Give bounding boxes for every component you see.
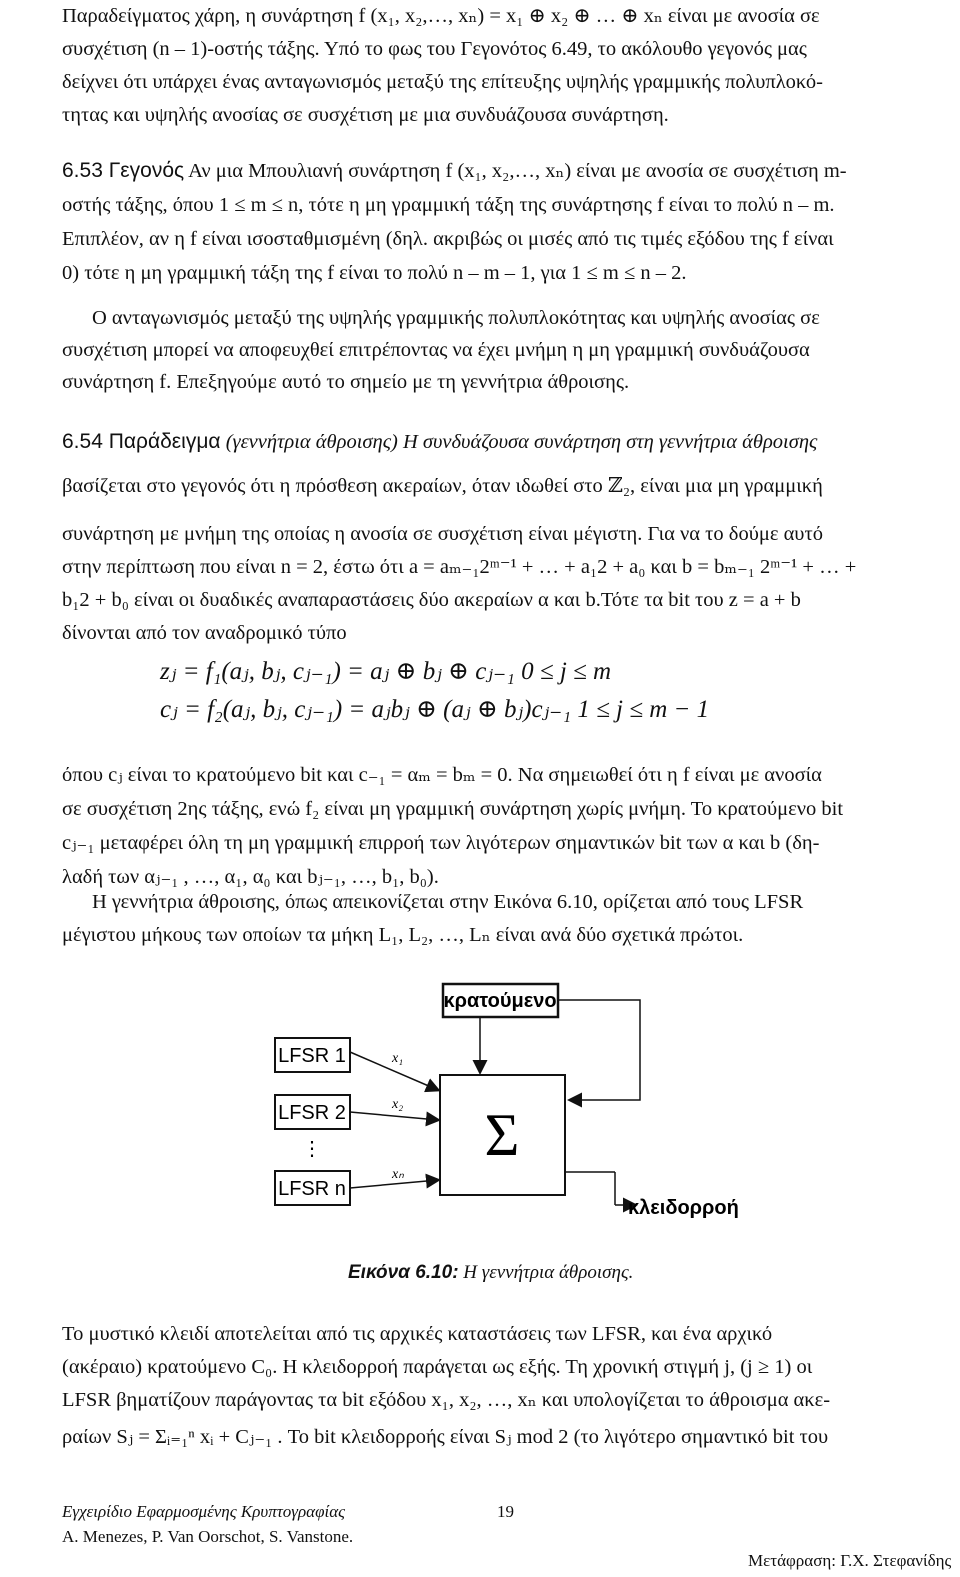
text-line: Επιπλέον, αν η f είναι ισοσταθμισμένη (δηλ. ακριβώς οι μισές από τις τιμές εξόδου της f είναι — [62, 228, 834, 250]
lfsr-n-label: LFSR n — [278, 1178, 346, 1200]
fact-6-53 — [62, 154, 952, 290]
footer-translation: Μετάφραση: Γ.Χ. Στεφανίδης — [748, 1551, 952, 1570]
text-line: δείχνει ότι υπάρχει ένας ανταγωνισμός μεταξύ της επίτευξης υψηλής γραμμικής πολυπλοκό- — [62, 71, 823, 93]
text-line: cⱼ₋₁ μεταφέρει όλη τη μη γραμμική επιρροή των λιγότερων σημαντικών bit των α και b (δη- — [62, 832, 820, 854]
carry-paragraph — [62, 758, 952, 894]
text-line: Παραδείγματος χάρη, η συνάρτηση f (x₁, x₂,…, xₙ) = x₁ ⊕ x₂ ⊕ … ⊕ xₙ είναι με ανοσία σε — [62, 5, 820, 27]
keystream-label: κλειδορροή — [628, 1197, 739, 1219]
text-line: ραίων Sⱼ = Σᵢ₌₁ⁿ xᵢ + Cⱼ₋₁ . Το bit κλειδορροής είναι Sⱼ mod 2 (το λιγότερο σημαντικό bit του — [62, 1426, 829, 1448]
text-line: βασίζεται στο γεγονός ότι η πρόσθεση ακεραίων, όταν ιδωθεί στο ℤ₂, είναι μια μη γραμμική — [62, 475, 823, 497]
summation-generator-diagram — [230, 980, 760, 1230]
xn-label: xₙ — [392, 1167, 404, 1182]
caption-label: Εικόνα 6.10: — [348, 1262, 459, 1283]
text-line: συσχέτιση (n – 1)-οστής τάξης. Υπό το φως του Γεγονότος 6.49, το ακόλουθο γεγονός μας — [62, 38, 807, 60]
text-line: σε συσχέτιση 2ης τάξης, ενώ f₂ είναι μη γραμμική συνάρτηση χωρίς μνήμη. Το κρατούμενο bit — [62, 798, 844, 820]
text-line: 0) τότε η μη γραμμική τάξη της f είναι το πολύ n – m – 1, για 1 ≤ m ≤ n – 2. — [62, 262, 687, 284]
keystream-paragraph — [62, 1318, 952, 1454]
lfsr-2-label: LFSR 2 — [278, 1102, 346, 1124]
text-line: συνάρτηση με μνήμη της οποίας η ανοσία σε συσχέτιση είναι μέγιστη. Για να το δούμε αυτό — [62, 523, 823, 545]
footer-book-title: Εγχειρίδιο Εφαρμοσμένης Κρυπτογραφίας — [62, 1502, 346, 1521]
text-line: (ακέραιο) κρατούμενο C₀. Η κλειδορροή παράγεται ως εξής. Τη χρονική στιγμή j, (j ≥ 1) οι — [62, 1356, 813, 1378]
figure-caption — [348, 1262, 633, 1284]
text-line: λαδή των αⱼ₋₁ , …, α₁, α₀ και bⱼ₋₁, …, b₁, b₀). — [62, 866, 439, 888]
x1-label: x₁ — [392, 1051, 404, 1066]
x2-arrow — [350, 1112, 438, 1120]
text-line: Το μυστικό κλειδί αποτελείται από τις αρχικές καταστάσεις των LFSR, και ένα αρχικό — [62, 1323, 773, 1345]
x2-label: x₂ — [392, 1097, 404, 1112]
equation-z: zⱼ = f₁(aⱼ, bⱼ, cⱼ₋₁) = aⱼ ⊕ bⱼ ⊕ cⱼ₋₁ 0 ≤ j ≤ m — [160, 658, 612, 685]
caption-text: Η γεννήτρια άθροισης. — [458, 1262, 634, 1283]
tradeoff-paragraph — [62, 302, 952, 398]
text-line: συσχέτιση μπορεί να αποφευχθεί επιτρέποντας να έχει μνήμη η μη γραμμική συνδυάζουσα — [62, 339, 810, 361]
ellipsis: ⋮ — [302, 1138, 322, 1160]
text-line: τητας και υψηλής ανοσίας σε συσχέτιση με μια συνδυάζουσα συνάρτηση. — [62, 104, 669, 126]
text-line: Ο ανταγωνισμός μεταξύ της υψηλής γραμμικής πολυπλοκότητας και υψηλής ανοσίας σε — [92, 307, 820, 329]
text-line: Αν μια Μπουλιανή συνάρτηση f (x₁, x₂,…, xₙ) είναι με ανοσία σε συσχέτιση m- — [188, 160, 847, 182]
carry-feedback-arrow — [558, 1000, 640, 1100]
text-line: όπου cⱼ είναι το κρατούμενο bit και c₋₁ = αₘ = bₘ = 0. Να σημειωθεί ότι η f είναι με ανοσία — [62, 764, 822, 786]
text-line: στην περίπτωση που είναι n = 2, έστω ότι a = aₘ₋₁2ᵐ⁻¹ + … + a₁2 + a₀ και b = bₘ₋₁ 2ᵐ⁻¹ + … + — [62, 556, 857, 578]
text-line: δίνονται από τον αναδρομικό τύπο — [62, 622, 347, 644]
sigma-symbol: Σ — [484, 1102, 520, 1168]
page-number: 19 — [497, 1502, 514, 1521]
text-line: LFSR βηματίζουν παράγοντας τα bit εξόδου x₁, x₂, …, xₙ και υπολογίζεται το άθροισμα ακε- — [62, 1389, 831, 1411]
equation-c: cⱼ = f₂(aⱼ, bⱼ, cⱼ₋₁) = aⱼbⱼ ⊕ (aⱼ ⊕ bⱼ)cⱼ₋₁ 1 ≤ j ≤ m − 1 — [160, 696, 710, 723]
fact-label: 6.53 Γεγονός — [62, 159, 185, 182]
lfsr-1-label: LFSR 1 — [278, 1045, 346, 1067]
text-line: συνάρτηση f. Επεξηγούμε αυτό το σημείο με τη γεννήτρια άθροισης. — [62, 371, 630, 393]
footer-authors: A. Menezes, P. Van Oorschot, S. Vanstone. — [62, 1527, 354, 1546]
summation-generator-paragraph — [62, 886, 952, 952]
text-line: οστής τάξης, όπου 1 ≤ m ≤ n, τότε η μη γραμμική τάξη της συνάρτησης f είναι το πολύ n – m. — [62, 194, 835, 216]
text-line: (γεννήτρια άθροισης) Η συνδυάζουσα συνάρτηση στη γεννήτρια άθροισης — [225, 431, 818, 453]
text-line: Η γεννήτρια άθροισης, όπως απεικονίζεται στην Εικόνα 6.10, ορίζεται από τους LFSR — [92, 891, 804, 913]
text-line: μέγιστου μήκους των οποίων τα μήκη L₁, L₂, …, Lₙ είναι ανά δύο σχετικά πρώτοι. — [62, 924, 744, 946]
carry-label: κρατούμενο — [443, 990, 557, 1012]
intro-paragraph — [62, 0, 952, 132]
example-6-54 — [62, 424, 952, 650]
text-line: b₁2 + b₀ είναι οι δυαδικές αναπαραστάσεις δύο ακεραίων α και b.Τότε τα bit του z = a + b — [62, 589, 801, 611]
example-label: 6.54 Παράδειγμα — [62, 430, 221, 453]
